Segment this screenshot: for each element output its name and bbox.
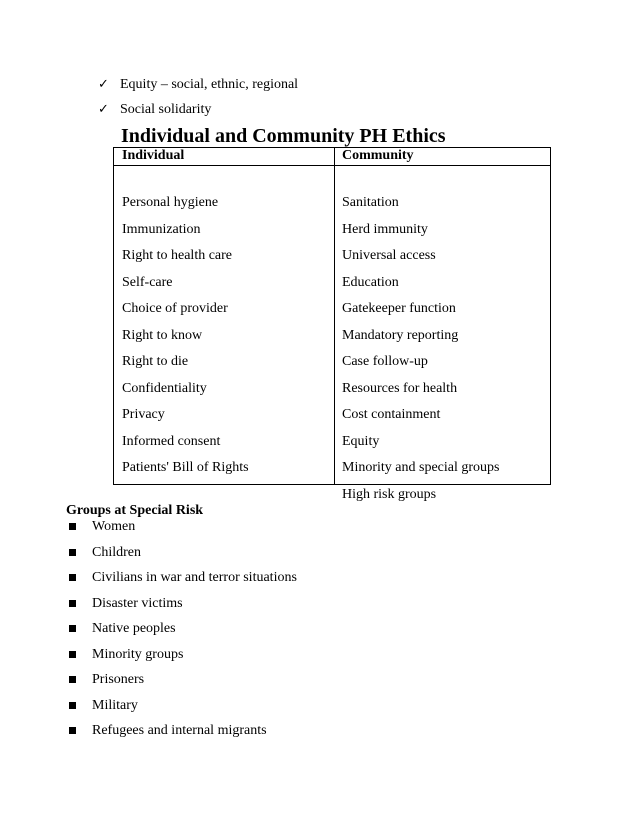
individual-cell: Patients' Bill of Rights	[122, 460, 249, 475]
table-body	[114, 166, 550, 502]
community-cell: Education	[342, 274, 399, 290]
community-cell: Minority and special groups	[342, 460, 500, 475]
square-bullet-icon	[69, 651, 76, 658]
list-item-text: Prisoners	[92, 672, 145, 687]
list-item-text: Minority groups	[92, 646, 184, 662]
square-bullet-icon	[69, 523, 76, 530]
individual-column	[114, 166, 334, 484]
table-title: Individual and Community PH Ethics	[121, 125, 446, 147]
list-item-text: Refugees and internal migrants	[92, 723, 267, 738]
list-item-text: Women	[92, 519, 136, 534]
list-item	[67, 514, 297, 540]
community-column	[334, 166, 550, 502]
groups-title: Groups at Special Risk	[66, 503, 204, 518]
individual-cell: Right to health care	[122, 248, 233, 263]
table-header-row	[114, 148, 550, 166]
intro-checklist	[98, 72, 298, 122]
list-item-text: Civilians in war and terror situations	[92, 570, 297, 585]
community-cell: Resources for health	[342, 380, 458, 396]
community-cell: Herd immunity	[342, 221, 428, 237]
square-bullet-icon	[69, 676, 76, 683]
checklist-item-text: Social solidarity	[120, 102, 212, 117]
list-item	[67, 693, 297, 719]
square-bullet-icon	[69, 625, 76, 632]
checklist-item	[98, 97, 298, 122]
individual-cell: Self-care	[122, 274, 173, 290]
community-cell: Sanitation	[342, 195, 399, 210]
individual-cell: Informed consent	[122, 433, 221, 449]
list-item	[67, 718, 297, 744]
community-cell: Cost containment	[342, 407, 441, 422]
individual-cell: Right to know	[122, 327, 203, 343]
header-individual: Individual	[122, 148, 185, 163]
list-item	[67, 667, 297, 693]
individual-cell: Choice of provider	[122, 301, 228, 316]
individual-cell: Immunization	[122, 221, 201, 237]
square-bullet-icon	[69, 600, 76, 607]
groups-list	[67, 514, 297, 744]
individual-cell: Right to die	[122, 354, 189, 369]
community-cell: High risk groups	[342, 486, 437, 502]
list-item	[67, 591, 297, 617]
checklist-item	[98, 72, 298, 97]
community-cell: Mandatory reporting	[342, 327, 459, 343]
community-cell: Universal access	[342, 248, 436, 263]
list-item	[67, 616, 297, 642]
community-cell: Equity	[342, 433, 380, 449]
community-cell: Case follow-up	[342, 354, 428, 369]
square-bullet-icon	[69, 574, 76, 581]
checkmark-icon: ✓	[98, 77, 109, 92]
list-item-text: Native peoples	[92, 621, 176, 636]
square-bullet-icon	[69, 702, 76, 709]
individual-cell: Confidentiality	[122, 380, 207, 396]
individual-cell: Privacy	[122, 407, 165, 422]
checklist-item-text: Equity – social, ethnic, regional	[120, 77, 299, 92]
ethics-table	[113, 147, 551, 502]
individual-cell: Personal hygiene	[122, 195, 219, 210]
square-bullet-icon	[69, 727, 76, 734]
square-bullet-icon	[69, 549, 76, 556]
list-item	[67, 642, 297, 668]
list-item-text: Disaster victims	[92, 595, 183, 611]
list-item-text: Children	[92, 544, 141, 560]
list-item	[67, 540, 297, 566]
header-community: Community	[334, 148, 550, 165]
checkmark-icon: ✓	[98, 102, 109, 117]
community-cell: Gatekeeper function	[342, 301, 456, 316]
list-item-text: Military	[92, 697, 138, 713]
list-item	[67, 565, 297, 591]
